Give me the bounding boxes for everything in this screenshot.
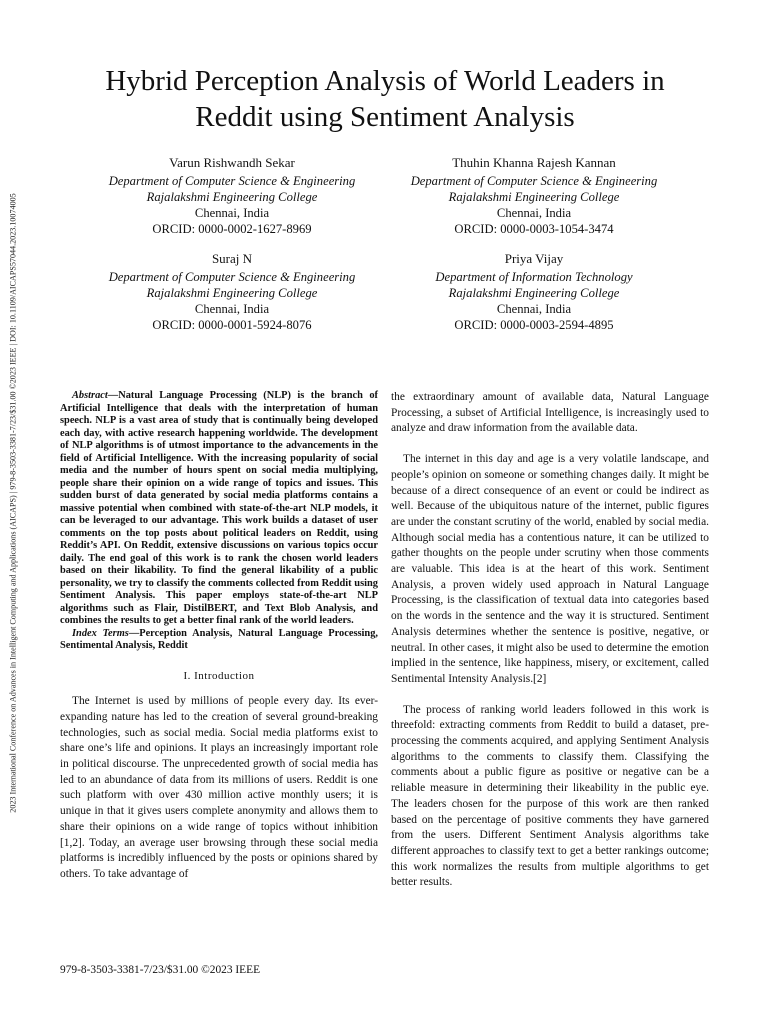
doi-sidebar [6,118,20,888]
author-name: Varun Rishwandh Sekar [169,155,295,170]
title-line-1: Hybrid Perception Analysis of World Leaders in [105,65,665,97]
title-line-2: Reddit using Sentiment Analysis [195,101,575,133]
abstract-text: —Natural Language Processing (NLP) is the branch of Artificial Intelligence that deals with the interpretation of human speech. NLP is a vast area of study that is continually being developed each day, with active research happening worldwide. The development of NLP algorithms is of utmost importance to the advancements in the field of Artificial Intelligence. With the increasing popularity of social media and the number of hours spent on social media multiplying, people share their opinion on a wide range of topics and issues. This sudden burst of data generated by social media platforms contains a massive potential when combined with state-of-the-art NLP models, it can be leveraged to our advantage. This work builds a dataset of user comments on the top posts about political leaders on Reddit, using Reddit’s API. On Reddit, extensive discussions on various topics occur daily. The end goal of this work is to rank the chosen world leaders based on their likability. To find the general likability of a public personality, we try to classify the comments collected from Reddit using Sentiment Analysis. This paper employs state-of-the-art NLP algorithms such as Flair, DistilBERT, and Text Blob Analysis, and combines the results to get a better final rank of the world leaders. [60,390,378,626]
doi-sidebar-text: 2023 International Conference on Advances in Intelligent Computing and Applications (AICAPS) | 979-8-3503-3381-7/23/$31.00 ©2023 IEEE | DOI: 10.1109/AICAPS57044.2023.10074005 [8,193,18,813]
author-inst: Rajalakshmi Engineering College [146,286,318,300]
index-terms-text: —Perception Analysis, Natural Language Processing, Sentimental Analysis, Reddit [60,627,378,651]
author-orcid: ORCID: 0000-0003-1054-3474 [454,222,614,236]
right-paragraph-1: the extraordinary amount of available data, Natural Language Processing, a subset of Artificial Intelligence, is increasingly used to analyze and draw information from the available data. [391,391,709,435]
author-name: Thuhin Khanna Rajesh Kannan [452,155,616,170]
index-terms-lead: Index Terms [72,627,129,639]
author-orcid: ORCID: 0000-0002-1627-8969 [152,222,312,236]
abstract [60,390,378,628]
author-orcid: ORCID: 0000-0001-5924-8076 [152,318,312,332]
abstract-lead: Abstract [72,390,108,401]
author-block-1 [82,155,382,237]
author-block-4 [384,251,684,333]
author-city: Chennai, India [194,302,270,316]
section-heading: I. Introduction [183,669,255,682]
author-inst: Rajalakshmi Engineering College [448,286,620,300]
author-dept: Department of Computer Science & Engineering [410,174,658,188]
author-city: Chennai, India [194,206,270,220]
left-column [60,390,378,883]
right-column [391,390,709,891]
right-paragraph-2: The internet in this day and age is a very volatile landscape, and people’s opinion on someone or something changes daily. It might be because of a direct consequence of an event or could be indirect as well. Because of the ubiquitous nature of the internet, public figures are under the constant scrutiny of the world, enabled by social media. Although social media has a contentious nature, it can be utilized to gather thoughts on the people under scrutiny when those comments are valuable. This idea is at the heart of this work. Sentiment Analysis, a proven widely used approach in Natural Language Processing, is the classification of textual data into categories based on the words in the sentence and the way it is structured. Sentiment Analysis determines whether the sentence is positive, negative, or neutral. In other cases, it might also be used to determine the emotion implied in the sentence, like happiness, misery, or excitement, called Sentimental Intensity Analysis.[2] [391,453,709,685]
author-dept: Department of Information Technology [435,270,633,284]
author-dept: Department of Computer Science & Engineering [108,174,356,188]
author-orcid: ORCID: 0000-0003-2594-4895 [454,318,614,332]
author-dept: Department of Computer Science & Engineering [108,270,356,284]
author-block-2 [384,155,684,237]
author-name: Priya Vijay [504,251,564,266]
author-block-3 [82,251,382,333]
paper-title [60,63,710,135]
intro-paragraph-1: The Internet is used by millions of people every day. Its ever-expanding nature has led to the creation of several ground-breaking technologies, such as social media. Social media platforms exist to share one’s life and opinions. It plays an increasingly important role in political discourse. The unprecedented growth of social media has led to an abundance of data from its millions of users. Reddit is one such platform with over 430 million active monthly users; it is unique in that it gives users complete anonymity and allows them to share their opinions on a wide range of topics without inhibition [1,2]. Today, an average user browsing through these social media platforms is incredibly influenced by the posts or opinions shared by others. To take advantage of [60,695,378,880]
author-inst: Rajalakshmi Engineering College [146,190,318,204]
footer-copyright: 979-8-3503-3381-7/23/$31.00 ©2023 IEEE [60,964,261,976]
author-name: Suraj N [211,251,253,266]
author-city: Chennai, India [496,206,572,220]
index-terms [60,628,378,653]
author-city: Chennai, India [496,302,572,316]
author-inst: Rajalakshmi Engineering College [448,190,620,204]
right-paragraph-3: The process of ranking world leaders followed in this work is threefold: extracting comments from Reddit to build a dataset, pre-processing the comments acquired, and applying Sentiment Analysis algorithms to the comments to classify them. Classifying the comments about a public figure as positive or negative can be a reliable measure in determining their likeability in the public eye. The leaders chosen for the purpose of this work are then ranked based on the percentage of positive comments they have garnered from the users. Different Sentiment Analysis algorithms take different approaches to classify text to get a better rankings outcome; this work normalizes the results from multiple algorithms to get better results. [391,703,709,889]
